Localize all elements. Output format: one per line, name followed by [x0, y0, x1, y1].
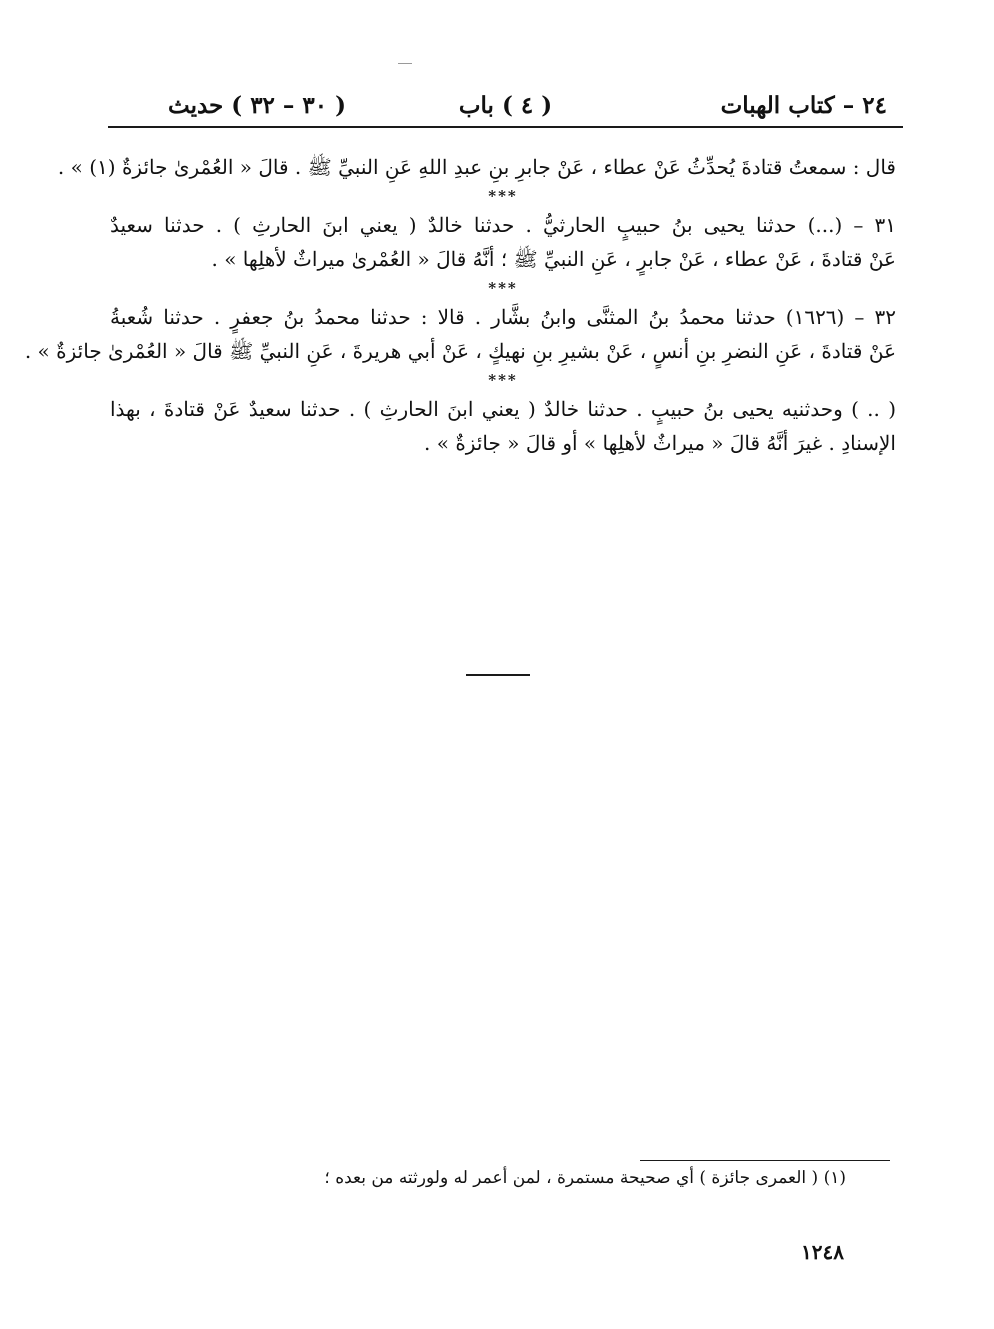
chapter-title: ( ٤ ) باب: [458, 92, 553, 119]
page-number: ١٢٤٨: [801, 1240, 844, 1264]
footnote-rule: [640, 1160, 890, 1161]
text-line: الإسنادِ . غيرَ أنَّهُ قالَ « ميراثٌ لأهلِها » أو قالَ « جائزةٌ » .: [424, 431, 896, 455]
hadith-variant-line: ( .. ) وحدثنيه يحيى بنُ حبيبٍ . حدثنا خالدٌ ( يعني ابنَ الحارثِ ) . حدثنا سعيدٌ عَنْ قتادةَ ، بهذا: [110, 397, 896, 421]
section-divider: [466, 674, 530, 676]
hadith-range: ( ٣٠ – ٣٢ ) حديث: [168, 92, 347, 119]
section-stars: ***: [488, 279, 518, 297]
section-stars: ***: [488, 187, 518, 205]
section-stars: ***: [488, 371, 518, 389]
text-line: عَنْ قتادةَ ، عَنْ عطاء ، عَنْ جابرٍ ، عَنِ النبيِّ ﷺ ؛ أنَّهُ قالَ « العُمْرىٰ ميراثٌ لأهلِها » .: [211, 247, 896, 271]
hadith-31-line: ٣١ – (...) حدثنا يحيى بنُ حبيبٍ الحارثيُّ . حدثنا خالدٌ ( يعني ابنَ الحارثِ ) . حدثنا سعيدٌ: [110, 213, 896, 237]
hadith-32-line: ٣٢ – (١٦٢٦) حدثنا محمدُ بنُ المثنَّى وابنُ بشَّار . قالا : حدثنا محمدُ بنُ جعفرٍ . حدثنا شُعبةُ: [110, 305, 896, 329]
main-text: [24, 150, 896, 460]
header-rule: [108, 126, 903, 128]
text-line: قال : سمعتُ قتادةَ يُحدِّثُ عَنْ عطاء ، عَنْ جابرِ بنِ عبدِ اللهِ عَنِ النبيِّ ﷺ . قالَ « العُمْرىٰ جائزةٌ (١) » .: [57, 155, 896, 179]
book-title: ٢٤ – كتاب الهبات: [720, 92, 887, 119]
page-header: [108, 86, 903, 126]
text-line: عَنْ قتادةَ ، عَنِ النضرِ بنِ أنسٍ ، عَنْ بشيرِ بنِ نهيكٍ ، عَنْ أبي هريرةَ ، عَنِ النبيِّ ﷺ قالَ « العُمْرىٰ جائزةٌ » .: [24, 339, 896, 363]
scan-mark: [398, 63, 412, 64]
footnote: (١) ( العمرى جائزة ) أي صحيحة مستمرة ، لمن أعمر له ولورثته من بعده ؛: [324, 1168, 846, 1188]
